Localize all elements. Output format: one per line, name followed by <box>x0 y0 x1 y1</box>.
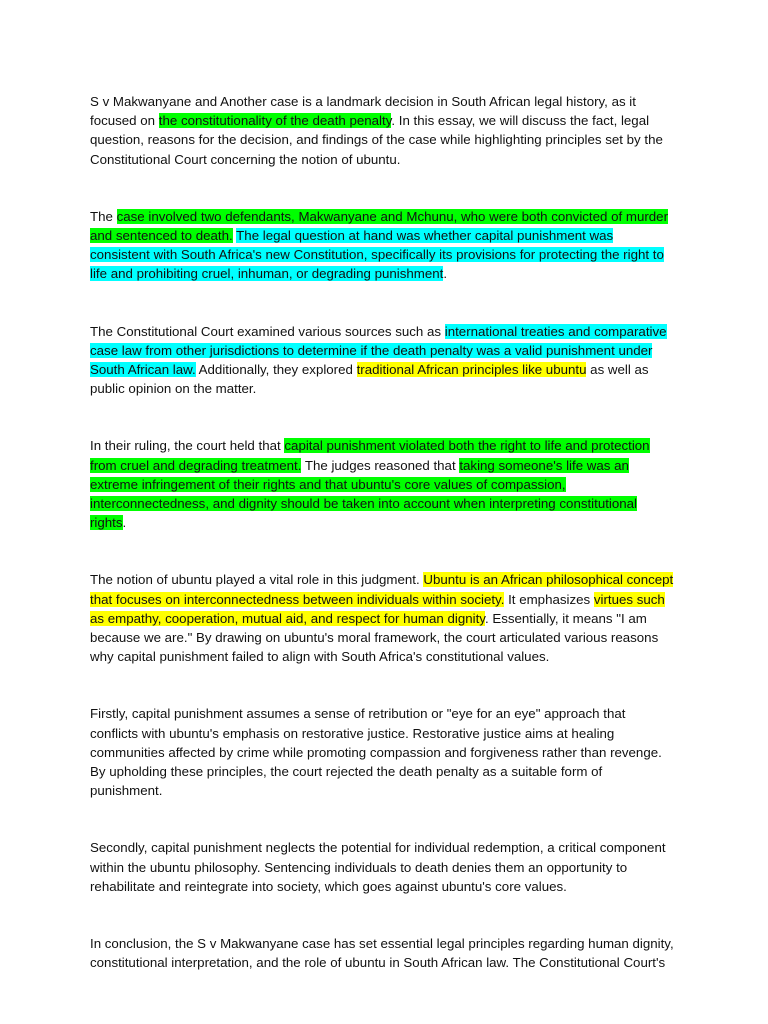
text-segment: S v Makwanyane and Another case is a landmark decision in South African legal history, as it focused on <box>90 94 636 129</box>
highlighted-text-cyan: international treaties and comparative case law from other jurisdictions to determine if the death penalty was a valid punishment under South African law. <box>90 323 667 378</box>
text-segment: Firstly, capital punishment assumes a sense of retribution or "eye for an eye" approach that conflicts with ubuntu's emphasis on restorative justice. Restorative justice aims at healing communities affected by crime while promoting compassion and forgiveness rather than revenge. By upholding these principles, the court rejected the death penalty as a suitable form of punishment. <box>90 706 662 799</box>
paragraph <box>90 207 674 284</box>
paragraph <box>90 934 674 972</box>
text-segment: In their ruling, the court held that <box>90 438 285 454</box>
highlighted-text-green: case involved two defendants, Makwanyane and Mchunu, who were both convicted of murder and sentenced to death. <box>90 208 669 244</box>
text-segment: It emphasizes <box>504 591 594 607</box>
paragraph <box>90 436 674 532</box>
highlighted-text-green: the constitutionality of the death penalty <box>158 113 392 129</box>
text-segment: as well as public opinion on the matter. <box>90 362 649 397</box>
paragraph <box>90 704 674 800</box>
paragraph <box>90 838 674 896</box>
paragraph <box>90 322 674 399</box>
highlighted-text-green: capital punishment violated both the right to life and protection from cruel and degrading treatment. <box>90 438 650 473</box>
highlighted-text-yellow: Ubuntu is an African philosophical concept that focuses on interconnectedness between individuals within society. <box>90 572 674 607</box>
highlighted-text-green: taking someone's life was an extreme infringement of their rights and that ubuntu's core values of compassion, interconnectedness, and dignity should be taken into account when interpreting constitutional rights <box>90 457 638 531</box>
text-segment: The <box>90 208 117 224</box>
highlighted-text-yellow: virtues such as empathy, cooperation, mutual aid, and respect for human dignity <box>90 591 665 626</box>
highlighted-text-cyan: The legal question at hand was whether capital punishment was consistent with South Africa's new Constitution, specifically its provisions for protecting the right to life and prohibiting cruel, inhuman, or degrading punishment <box>90 228 664 282</box>
paragraph <box>90 570 674 666</box>
text-segment: . Essentially, it means "I am because we are." By drawing on ubuntu's moral framework, the court articulated various reasons why capital punishment failed to align with South Africa's constitutional values. <box>90 610 659 665</box>
text-segment: . <box>443 266 448 282</box>
document-page <box>90 92 674 1011</box>
text-segment: Additionally, they explored <box>195 362 357 378</box>
text-segment: The Constitutional Court examined various sources such as <box>90 323 445 339</box>
text-segment: . <box>122 515 127 531</box>
text-segment: The judges reasoned that <box>301 457 460 473</box>
text-segment: The notion of ubuntu played a vital role in this judgment. <box>90 572 424 588</box>
text-segment: Secondly, capital punishment neglects the potential for individual redemption, a critical component within the ubuntu philosophy. Sentencing individuals to death denies them an opportunity to rehabilitate and reintegrate into society, which goes against ubuntu's core values. <box>90 840 666 894</box>
paragraph <box>90 92 674 169</box>
text-segment: . In this essay, we will discuss the fact, legal question, reasons for the decision, and findings of the case while highlighting principles set by the Constitutional Court concerning the notion of ubuntu. <box>90 113 663 167</box>
text-segment: In conclusion, the S v Makwanyane case has set essential legal principles regarding human dignity, constitutional interpretation, and the role of ubuntu in South African law. The Constitutional Court's <box>90 936 674 971</box>
highlighted-text-yellow: traditional African principles like ubuntu <box>356 362 587 378</box>
